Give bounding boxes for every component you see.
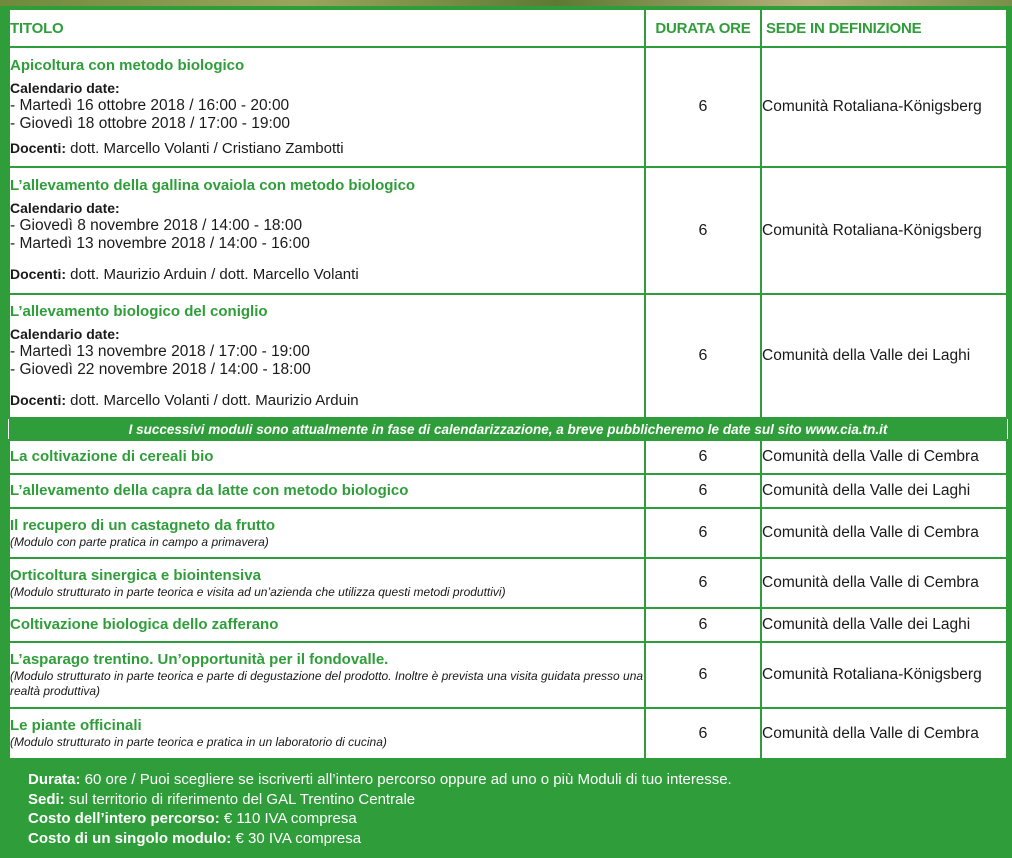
module-title: Le piante officinali [10, 717, 142, 734]
footer-sedi-label: Sedi: [28, 790, 65, 808]
table-row [9, 508, 1007, 558]
footer-sedi [28, 790, 998, 810]
course-cell [9, 167, 645, 294]
course-title: L’allevamento biologico del coniglio [10, 302, 268, 320]
top-photo-strip [0, 0, 1012, 6]
docenti-names: dott. Marcello Volanti / dott. Maurizio Arduin [66, 391, 359, 409]
table-row [9, 558, 1007, 608]
footer-sedi-text: sul territorio di riferimento del GAL Trentino Centrale [64, 790, 416, 808]
module-venue: Comunità della Valle di Cembra [761, 440, 1007, 474]
table-row [9, 708, 1007, 759]
docenti-names: dott. Marcello Volanti / Cristiano Zambotti [66, 139, 344, 157]
module-venue: Comunità della Valle di Cembra [761, 508, 1007, 558]
course-title: L’allevamento della gallina ovaiola con metodo biologico [10, 177, 416, 194]
footer-costo-singolo-label: Costo di un singolo modulo: [28, 829, 232, 847]
course-cell [9, 294, 645, 418]
course-table [8, 8, 1008, 760]
module-hours: 6 [645, 608, 761, 642]
course-venue: Comunità Rotaliana-Königsberg [761, 167, 1007, 294]
course-hours: 6 [645, 167, 761, 294]
module-hours: 6 [645, 474, 761, 508]
module-note: (Modulo strutturato in parte teorica e visita ad un’azienda che utilizza questi metodi produttivi) [10, 584, 506, 599]
module-venue: Comunità della Valle dei Laghi [761, 474, 1007, 508]
module-cell [9, 508, 645, 558]
module-hours: 6 [645, 440, 761, 474]
course-cell [9, 47, 645, 167]
course-date: - Giovedì 8 novembre 2018 / 14:00 - 18:00 [10, 217, 303, 234]
module-note: (Modulo strutturato in parte teorica e parte di degustazione del prodotto. Inoltre è prevista una visita guidata presso una realtà produttiva) [10, 669, 644, 698]
module-title: L’allevamento della capra da latte con metodo biologico [10, 482, 409, 499]
course-date: - Martedì 13 novembre 2018 / 17:00 - 19:00 [10, 342, 310, 360]
module-cell [9, 608, 645, 642]
module-title: Il recupero di un castagneto da frutto [10, 516, 276, 534]
course-info-footer [28, 770, 998, 848]
table-row [9, 47, 1007, 167]
footer-costo-singolo [28, 829, 998, 849]
course-venue: Comunità Rotaliana-Königsberg [761, 47, 1007, 167]
table-row [9, 294, 1007, 418]
module-title: Coltivazione biologica dello zafferano [10, 616, 279, 633]
docenti-label: Docenti: [10, 139, 66, 156]
table-row [9, 167, 1007, 294]
module-cell [9, 440, 645, 474]
header-titolo: TITOLO [9, 9, 645, 47]
course-hours: 6 [645, 294, 761, 418]
footer-costo-intero-label: Costo dell’intero percorso: [28, 810, 220, 827]
module-cell [9, 474, 645, 508]
calendar-banner-row [9, 418, 1007, 440]
module-venue: Comunità Rotaliana-Königsberg [761, 642, 1007, 708]
module-note: (Modulo strutturato in parte teorica e pratica in un laboratorio di cucina) [10, 735, 387, 749]
docenti [10, 139, 644, 158]
module-cell [9, 558, 645, 608]
calendar-banner: I successivi moduli sono attualmente in fase di calendarizzazione, a breve pubblicheremo le date sul sito www.cia.tn.it [9, 418, 1007, 440]
module-hours: 6 [645, 508, 761, 558]
module-note: (Modulo con parte pratica in campo a primavera) [10, 534, 269, 549]
footer-durata-text: 60 ore / Puoi scegliere se iscriverti all’intero percorso oppure ad uno o più Moduli di tuo interesse. [80, 771, 732, 788]
module-title: Orticoltura sinergica e biointensiva [10, 566, 261, 584]
footer-costo-intero-text: € 110 IVA compresa [219, 810, 357, 827]
footer-durata [28, 770, 998, 790]
table-row [9, 608, 1007, 642]
course-date: - Martedì 16 ottobre 2018 / 16:00 - 20:00 [10, 96, 290, 114]
table-row [9, 474, 1007, 508]
table-row [9, 642, 1007, 708]
docenti-names: dott. Maurizio Arduin / dott. Marcello Volanti [66, 266, 359, 283]
header-durata: DURATA ORE [645, 9, 761, 47]
module-hours: 6 [645, 558, 761, 608]
module-title: L’asparago trentino. Un’opportunità per il fondovalle. [10, 651, 389, 668]
header-sede: SEDE IN DEFINIZIONE [761, 9, 1007, 47]
calendar-label: Calendario date: [10, 79, 120, 96]
course-date: - Giovedì 22 novembre 2018 / 14:00 - 18:00 [10, 360, 311, 378]
docenti [10, 265, 644, 284]
footer-costo-intero [28, 809, 998, 829]
course-date: - Martedì 13 novembre 2018 / 14:00 - 16:00 [10, 235, 310, 252]
course-date: - Giovedì 18 ottobre 2018 / 17:00 - 19:00 [10, 114, 291, 132]
module-venue: Comunità della Valle di Cembra [761, 558, 1007, 608]
course-title: Apicoltura con metodo biologico [10, 56, 245, 74]
table-header [9, 9, 1007, 47]
docenti [10, 391, 644, 410]
module-venue: Comunità della Valle di Cembra [761, 708, 1007, 759]
footer-costo-singolo-text: € 30 IVA compresa [231, 829, 362, 847]
footer-durata-label: Durata: [28, 771, 81, 788]
module-hours: 6 [645, 708, 761, 759]
calendar-label: Calendario date: [10, 200, 120, 216]
docenti-label: Docenti: [10, 266, 66, 282]
course-hours: 6 [645, 47, 761, 167]
docenti-label: Docenti: [10, 391, 66, 408]
calendar-label: Calendario date: [10, 325, 120, 342]
module-cell [9, 642, 645, 708]
module-hours: 6 [645, 642, 761, 708]
course-venue: Comunità della Valle dei Laghi [761, 294, 1007, 418]
module-cell [9, 708, 645, 759]
module-title: La coltivazione di cereali bio [10, 448, 214, 465]
table-row [9, 440, 1007, 474]
module-venue: Comunità della Valle dei Laghi [761, 608, 1007, 642]
